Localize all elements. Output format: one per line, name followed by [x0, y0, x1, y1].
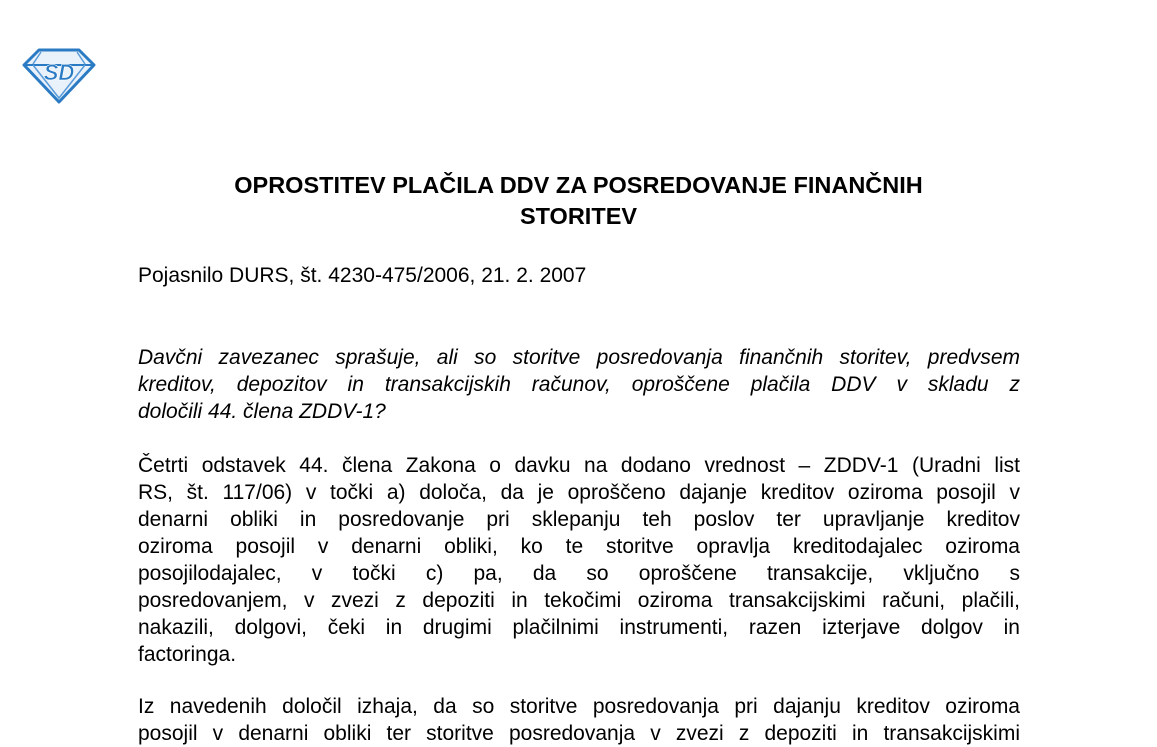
body-paragraph-2 [138, 693, 1020, 747]
title-line-2: STORITEV [519, 203, 638, 229]
question-line: določili 44. člena ZDDV-1? [138, 400, 386, 423]
document-title [0, 170, 1157, 232]
question-paragraph [138, 344, 1020, 425]
paragraph-line: posojil v denarni obliki ter storitve posredovanja v zvezi z depoziti in transakcijskimi [138, 722, 1020, 745]
title-line-1: OPROSTITEV PLAČILA DDV ZA POSREDOVANJE FINANČNIH [234, 172, 923, 198]
paragraph-line: denarni obliki in posredovanje pri sklepanju teh poslov ter upravljanje kreditov [138, 508, 1020, 531]
paragraph-line: posredovanjem, v zvezi z depoziti in tekočimi oziroma transakcijskimi računi, plačili, [138, 589, 1020, 612]
document-reference: Pojasnilo DURS, št. 4230-475/2006, 21. 2. 2007 [138, 264, 587, 287]
paragraph-line: oziroma posojil v denarni obliki, ko te storitve opravlja kreditodajalec oziroma [138, 535, 1020, 558]
company-logo [21, 48, 97, 104]
paragraph-line: factoringa. [138, 643, 237, 666]
question-line: Davčni zavezanec sprašuje, ali so storitve posredovanja finančnih storitev, predvsem [138, 346, 1020, 369]
paragraph-line: nakazili, dolgovi, čeki in drugimi plačilnimi instrumenti, razen izterjave dolgov in [138, 616, 1020, 639]
body-paragraph-1 [138, 452, 1020, 668]
paragraph-line: Iz navedenih določil izhaja, da so storitve posredovanja pri dajanju kreditov oziroma [138, 695, 1020, 718]
paragraph-line: Četrti odstavek 44. člena Zakona o davku na dodano vrednost – ZDDV-1 (Uradni list [138, 454, 1020, 477]
paragraph-line: RS, št. 117/06) v točki a) določa, da je oproščeno dajanje kreditov oziroma posojil v [138, 481, 1020, 504]
question-line: kreditov, depozitov in transakcijskih računov, oproščene plačila DDV v skladu z [138, 373, 1020, 396]
logo-lettering: SD [43, 60, 75, 85]
paragraph-line: posojilodajalec, v točki c) pa, da so oproščene transakcije, vključno s [138, 562, 1020, 585]
